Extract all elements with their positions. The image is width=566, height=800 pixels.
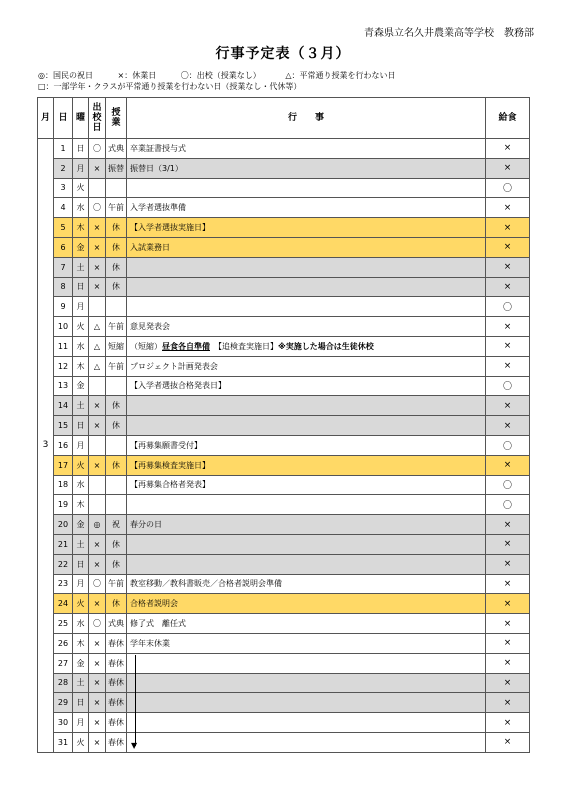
- day-cell: 11: [54, 336, 73, 356]
- table-row: [38, 534, 530, 554]
- event-cell: 【再募集願書受付】: [127, 435, 486, 455]
- attend-cell: △: [89, 356, 106, 376]
- lunch-cell: ×: [486, 257, 530, 277]
- weekday-cell: 火: [73, 178, 89, 198]
- day-cell: 15: [54, 416, 73, 436]
- weekday-cell: 土: [73, 534, 89, 554]
- month-cell: 3: [38, 139, 54, 753]
- day-cell: 19: [54, 495, 73, 515]
- event-cell: 教室移動／教科書販売／合格者説明会準備: [127, 574, 486, 594]
- day-cell: 8: [54, 277, 73, 297]
- attend-cell: ×: [89, 277, 106, 297]
- event-cell: 入学者選抜準備: [127, 198, 486, 218]
- weekday-cell: 月: [73, 158, 89, 178]
- table-row: [38, 614, 530, 634]
- lunch-cell: ×: [486, 277, 530, 297]
- event-cell: 卒業証書授与式: [127, 139, 486, 159]
- class-type-cell: 休: [106, 396, 127, 416]
- attend-cell: 〇: [89, 614, 106, 634]
- event-cell: [127, 534, 486, 554]
- event-cell: [127, 673, 486, 693]
- event-cell: 合格者説明会: [127, 594, 486, 614]
- lunch-cell: ×: [486, 574, 530, 594]
- weekday-cell: 金: [73, 237, 89, 257]
- legend-closed: ×：休業日: [117, 71, 157, 80]
- table-row: [38, 336, 530, 356]
- legend-line-2: [38, 81, 323, 92]
- event-cell: [127, 653, 486, 673]
- day-cell: 9: [54, 297, 73, 317]
- event-cell: プロジェクト計画発表会: [127, 356, 486, 376]
- attend-cell: ×: [89, 237, 106, 257]
- day-cell: 14: [54, 396, 73, 416]
- event-cell: [127, 495, 486, 515]
- day-cell: 2: [54, 158, 73, 178]
- table-row: [38, 416, 530, 436]
- lunch-cell: ×: [486, 633, 530, 653]
- class-type-cell: 式典: [106, 139, 127, 159]
- day-cell: 3: [54, 178, 73, 198]
- lunch-cell: ×: [486, 554, 530, 574]
- schedule-table: [37, 97, 530, 753]
- event-text-part: ※実施した場合は生徒休校: [278, 341, 374, 351]
- class-type-cell: [106, 475, 127, 495]
- table-row: [38, 277, 530, 297]
- weekday-cell: 金: [73, 653, 89, 673]
- day-cell: 28: [54, 673, 73, 693]
- table-row: [38, 237, 530, 257]
- class-type-cell: 祝: [106, 515, 127, 535]
- class-type-cell: 春休: [106, 713, 127, 733]
- table-header-row: [38, 98, 530, 139]
- attend-cell: ×: [89, 554, 106, 574]
- class-type-cell: 午前: [106, 356, 127, 376]
- lunch-cell: ×: [486, 198, 530, 218]
- lunch-cell: ×: [486, 713, 530, 733]
- header-events: 行 事: [127, 98, 486, 139]
- class-type-cell: 休: [106, 257, 127, 277]
- attend-cell: 〇: [89, 139, 106, 159]
- attend-cell: 〇: [89, 574, 106, 594]
- weekday-cell: 火: [73, 455, 89, 475]
- class-type-cell: [106, 297, 127, 317]
- class-type-cell: 振替: [106, 158, 127, 178]
- event-cell: [127, 713, 486, 733]
- table-row: [38, 435, 530, 455]
- header-weekday: 曜: [73, 98, 89, 139]
- class-type-cell: 休: [106, 455, 127, 475]
- table-row: [38, 297, 530, 317]
- class-type-cell: [106, 376, 127, 396]
- lunch-cell: ×: [486, 317, 530, 337]
- event-cell: [127, 416, 486, 436]
- class-type-cell: 春休: [106, 732, 127, 752]
- weekday-cell: 土: [73, 257, 89, 277]
- class-type-cell: 休: [106, 594, 127, 614]
- table-row: [38, 396, 530, 416]
- attend-cell: ×: [89, 257, 106, 277]
- lunch-cell: ×: [486, 653, 530, 673]
- event-cell: 学年末休業: [127, 633, 486, 653]
- class-type-cell: 休: [106, 554, 127, 574]
- attend-cell: ×: [89, 653, 106, 673]
- attend-cell: ◎: [89, 515, 106, 535]
- class-type-cell: 午前: [106, 198, 127, 218]
- lunch-cell: ×: [486, 158, 530, 178]
- table-row: [38, 178, 530, 198]
- day-cell: 22: [54, 554, 73, 574]
- lunch-cell: 〇: [486, 435, 530, 455]
- page-title: 行事予定表（３月）: [215, 46, 351, 62]
- attend-cell: [89, 495, 106, 515]
- legend-holiday: ◎：国民の祝日: [38, 71, 93, 80]
- table-row: [38, 218, 530, 238]
- lunch-cell: ×: [486, 237, 530, 257]
- lunch-cell: ×: [486, 396, 530, 416]
- day-cell: 30: [54, 713, 73, 733]
- event-cell: [127, 396, 486, 416]
- header-class-type: 授業: [106, 98, 127, 139]
- table-row: [38, 257, 530, 277]
- class-type-cell: 休: [106, 416, 127, 436]
- event-cell: [127, 732, 486, 752]
- event-text-part: 昼食各自準備: [162, 341, 210, 351]
- weekday-cell: 水: [73, 198, 89, 218]
- day-cell: 31: [54, 732, 73, 752]
- header-attend: 出校日: [89, 98, 106, 139]
- lunch-cell: ×: [486, 614, 530, 634]
- table-row: [38, 515, 530, 535]
- event-cell: [127, 178, 486, 198]
- class-type-cell: 春休: [106, 673, 127, 693]
- weekday-cell: 日: [73, 277, 89, 297]
- event-cell: 【入学者選抜実施日】: [127, 218, 486, 238]
- lunch-cell: ×: [486, 693, 530, 713]
- table-row: [38, 158, 530, 178]
- attend-cell: ×: [89, 594, 106, 614]
- event-cell: 【再募集検査実施日】: [127, 455, 486, 475]
- attend-cell: ×: [89, 416, 106, 436]
- weekday-cell: 金: [73, 515, 89, 535]
- lunch-cell: 〇: [486, 297, 530, 317]
- class-type-cell: [106, 435, 127, 455]
- attend-cell: ×: [89, 633, 106, 653]
- weekday-cell: 水: [73, 475, 89, 495]
- class-type-cell: [106, 495, 127, 515]
- class-type-cell: 休: [106, 218, 127, 238]
- event-cell: 入試業務日: [127, 237, 486, 257]
- legend-attend: 〇：出校（授業なし）: [180, 71, 261, 80]
- day-cell: 1: [54, 139, 73, 159]
- weekday-cell: 金: [73, 376, 89, 396]
- lunch-cell: ×: [486, 416, 530, 436]
- weekday-cell: 月: [73, 435, 89, 455]
- table-row: [38, 574, 530, 594]
- lunch-cell: ×: [486, 218, 530, 238]
- attend-cell: ×: [89, 713, 106, 733]
- class-type-cell: [106, 178, 127, 198]
- event-cell: [127, 257, 486, 277]
- lunch-cell: ×: [486, 455, 530, 475]
- table-row: [38, 653, 530, 673]
- day-cell: 20: [54, 515, 73, 535]
- lunch-cell: ×: [486, 594, 530, 614]
- day-cell: 25: [54, 614, 73, 634]
- lunch-cell: ×: [486, 534, 530, 554]
- day-cell: 17: [54, 455, 73, 475]
- lunch-cell: 〇: [486, 178, 530, 198]
- header-lunch: 給食: [486, 98, 530, 139]
- table-row: [38, 139, 530, 159]
- table-row: [38, 554, 530, 574]
- table-row: [38, 633, 530, 653]
- lunch-cell: 〇: [486, 495, 530, 515]
- attend-cell: [89, 475, 106, 495]
- weekday-cell: 土: [73, 396, 89, 416]
- day-cell: 18: [54, 475, 73, 495]
- day-cell: 7: [54, 257, 73, 277]
- event-cell: 振替日（3/1）: [127, 158, 486, 178]
- table-row: [38, 732, 530, 752]
- table-row: [38, 356, 530, 376]
- lunch-cell: ×: [486, 336, 530, 356]
- class-type-cell: 短縮: [106, 336, 127, 356]
- attend-cell: △: [89, 317, 106, 337]
- lunch-cell: ×: [486, 356, 530, 376]
- attend-cell: [89, 435, 106, 455]
- header-month: 月: [38, 98, 54, 139]
- table-row: [38, 713, 530, 733]
- day-cell: 23: [54, 574, 73, 594]
- organization-name: 青森県立名久井農業高等学校 教務部: [364, 28, 534, 39]
- class-type-cell: 午前: [106, 574, 127, 594]
- event-cell: [127, 277, 486, 297]
- class-type-cell: 春休: [106, 693, 127, 713]
- legend-line-1: [38, 70, 417, 81]
- event-cell: [127, 297, 486, 317]
- event-cell: 春分の日: [127, 515, 486, 535]
- legend-partial: □：一部学年・クラスが平常通り授業を行わない日（授業なし・代休等）: [38, 82, 302, 91]
- day-cell: 29: [54, 693, 73, 713]
- attend-cell: [89, 376, 106, 396]
- weekday-cell: 月: [73, 574, 89, 594]
- continuation-line: [135, 655, 136, 746]
- event-cell: [127, 693, 486, 713]
- class-type-cell: 春休: [106, 653, 127, 673]
- event-cell: 【再募集合格者発表】: [127, 475, 486, 495]
- table-row: [38, 376, 530, 396]
- lunch-cell: ×: [486, 673, 530, 693]
- day-cell: 13: [54, 376, 73, 396]
- legend-irregular: △：平常通り授業を行わない日: [285, 71, 396, 80]
- down-arrow-icon: ▼: [131, 741, 138, 751]
- event-cell: [127, 554, 486, 574]
- lunch-cell: 〇: [486, 475, 530, 495]
- event-text-part: 【追検査実施日】: [210, 341, 278, 351]
- weekday-cell: 木: [73, 633, 89, 653]
- class-type-cell: 休: [106, 237, 127, 257]
- event-cell: 意見発表会: [127, 317, 486, 337]
- attend-cell: ×: [89, 732, 106, 752]
- attend-cell: [89, 178, 106, 198]
- event-cell: 修了式 離任式: [127, 614, 486, 634]
- day-cell: 12: [54, 356, 73, 376]
- event-cell: 【入学者選抜合格発表日】: [127, 376, 486, 396]
- class-type-cell: 休: [106, 277, 127, 297]
- day-cell: 26: [54, 633, 73, 653]
- event-text-part: （短縮）: [130, 341, 162, 351]
- weekday-cell: 木: [73, 495, 89, 515]
- lunch-cell: ×: [486, 139, 530, 159]
- class-type-cell: 春休: [106, 633, 127, 653]
- day-cell: 27: [54, 653, 73, 673]
- day-cell: 5: [54, 218, 73, 238]
- table-row: [38, 317, 530, 337]
- attend-cell: △: [89, 336, 106, 356]
- table-row: [38, 673, 530, 693]
- weekday-cell: 水: [73, 336, 89, 356]
- weekday-cell: 火: [73, 732, 89, 752]
- day-cell: 10: [54, 317, 73, 337]
- table-row: [38, 198, 530, 218]
- lunch-cell: ×: [486, 515, 530, 535]
- day-cell: 4: [54, 198, 73, 218]
- table-row: [38, 495, 530, 515]
- table-row: [38, 693, 530, 713]
- table-row: [38, 475, 530, 495]
- weekday-cell: 土: [73, 673, 89, 693]
- attend-cell: ×: [89, 693, 106, 713]
- table-row: [38, 455, 530, 475]
- weekday-cell: 木: [73, 356, 89, 376]
- lunch-cell: ×: [486, 732, 530, 752]
- weekday-cell: 月: [73, 713, 89, 733]
- weekday-cell: 水: [73, 614, 89, 634]
- attend-cell: ×: [89, 218, 106, 238]
- day-cell: 21: [54, 534, 73, 554]
- attend-cell: ×: [89, 158, 106, 178]
- weekday-cell: 日: [73, 693, 89, 713]
- weekday-cell: 火: [73, 594, 89, 614]
- event-cell: [127, 336, 486, 356]
- weekday-cell: 日: [73, 554, 89, 574]
- weekday-cell: 日: [73, 139, 89, 159]
- table-row: [38, 594, 530, 614]
- class-type-cell: 午前: [106, 317, 127, 337]
- attend-cell: ×: [89, 455, 106, 475]
- weekday-cell: 火: [73, 317, 89, 337]
- class-type-cell: 式典: [106, 614, 127, 634]
- header-day: 日: [54, 98, 73, 139]
- day-cell: 6: [54, 237, 73, 257]
- attend-cell: ×: [89, 534, 106, 554]
- day-cell: 24: [54, 594, 73, 614]
- lunch-cell: 〇: [486, 376, 530, 396]
- weekday-cell: 木: [73, 218, 89, 238]
- weekday-cell: 日: [73, 416, 89, 436]
- attend-cell: [89, 297, 106, 317]
- attend-cell: 〇: [89, 198, 106, 218]
- class-type-cell: 休: [106, 534, 127, 554]
- weekday-cell: 月: [73, 297, 89, 317]
- attend-cell: ×: [89, 396, 106, 416]
- attend-cell: ×: [89, 673, 106, 693]
- day-cell: 16: [54, 435, 73, 455]
